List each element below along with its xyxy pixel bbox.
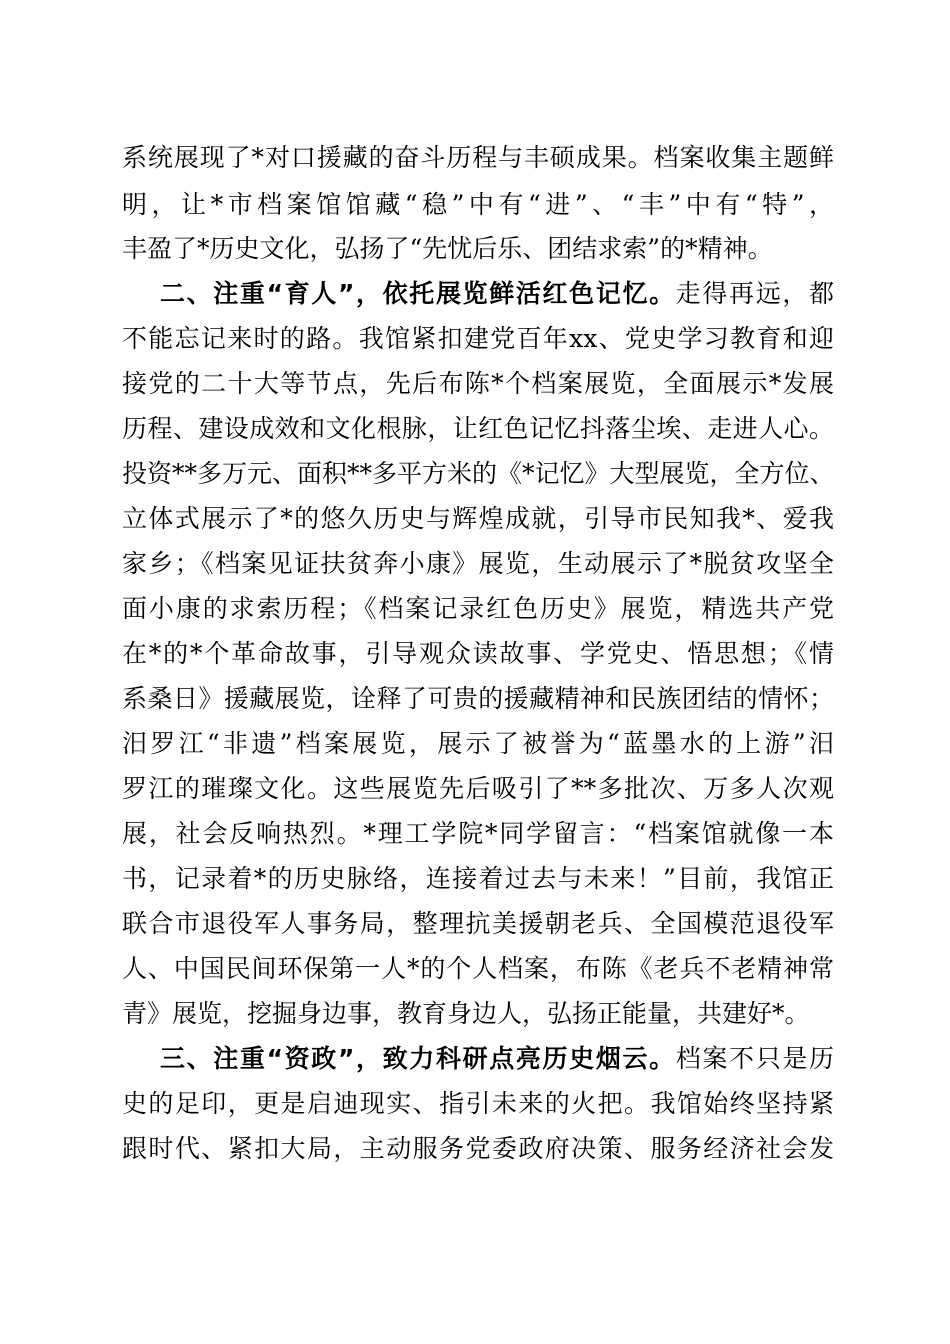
section2-line: 不能忘记来时的路。我馆紧扣建党百年xx、党史学习教育和迎 xyxy=(122,324,834,353)
section2-first-line-rest: 走得再远，都 xyxy=(675,279,834,308)
paragraph1-line-2: 明，让*市档案馆馆藏“稳”中有“进”、“丰”中有“特”， xyxy=(122,190,834,219)
section2-line: 联合市退役军人事务局，整理抗美援朝老兵、全国模范退役军 xyxy=(122,909,834,938)
section2-line: 汨罗江“非遗”档案展览，展示了被誉为“蓝墨水的上游”汨 xyxy=(122,729,834,758)
section2-line: 系桑日》援藏展览，诠释了可贵的援藏精神和民族团结的情怀； xyxy=(122,684,834,713)
section3-line: 跟时代、紧扣大局，主动服务党委政府决策、服务经济社会发 xyxy=(122,1134,834,1163)
section2-first-line xyxy=(160,274,834,314)
section2-line: 家乡；《档案见证扶贫奔小康》展览，生动展示了*脱贫攻坚全 xyxy=(122,549,834,578)
section3-heading: 三、注重“资政”，致力科研点亮历史烟云。 xyxy=(160,1044,676,1073)
paragraph1-line-3: 丰盈了*历史文化，弘扬了“先忧后乐、团结求索”的*精神。 xyxy=(122,234,773,263)
section2-heading: 二、注重“育人”，依托展览鲜活红色记忆。 xyxy=(160,279,676,308)
section3-first-line xyxy=(160,1039,834,1079)
section2-line: 书，记录着*的历史脉络，连接着过去与未来！”目前，我馆正 xyxy=(122,864,834,893)
section3-first-line-rest: 档案不只是历 xyxy=(675,1044,834,1073)
section2-line: 接党的二十大等节点，先后布陈*个档案展览，全面展示*发展 xyxy=(122,369,834,398)
section2-line: 罗江的璀璨文化。这些展览先后吸引了**多批次、万多人次观 xyxy=(122,774,834,803)
section2-line: 历程、建设成效和文化根脉，让红色记忆抖落尘埃、走进人心。 xyxy=(122,414,834,443)
section2-line: 青》展览，挖掘身边事，教育身边人，弘扬正能量，共建好*。 xyxy=(122,999,810,1028)
section2-line: 在*的*个革命故事，引导观众读故事、学党史、悟思想；《情 xyxy=(122,639,834,668)
section2-line: 人、中国民间环保第一人*的个人档案，布陈《老兵不老精神常 xyxy=(122,954,834,983)
section2-line: 面小康的求索历程；《档案记录红色历史》展览，精选共产党 xyxy=(122,594,834,623)
section2-line: 立体式展示了*的悠久历史与辉煌成就，引导市民知我*、爱我 xyxy=(122,504,834,533)
section3-line: 史的足印，更是启迪现实、指引未来的火把。我馆始终坚持紧 xyxy=(122,1089,834,1118)
paragraph1-line-1: 系统展现了*对口援藏的奋斗历程与丰硕成果。档案收集主题鲜 xyxy=(122,143,834,172)
section2-line: 展，社会反响热烈。*理工学院*同学留言：“档案馆就像一本 xyxy=(122,819,834,848)
section2-line: 投资**多万元、面积**多平方米的《*记忆》大型展览，全方位、 xyxy=(122,459,835,488)
